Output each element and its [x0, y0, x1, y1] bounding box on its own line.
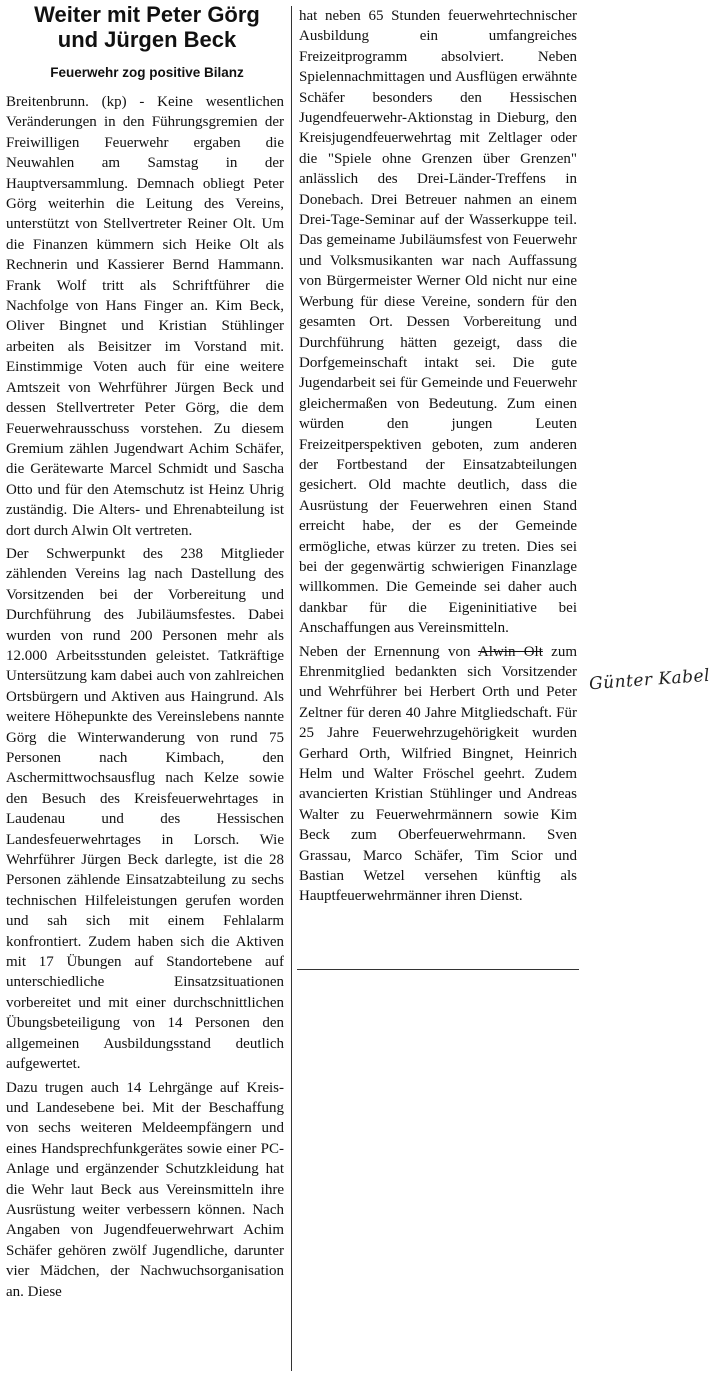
article-column-1 [6, 92, 284, 1302]
column-divider [291, 6, 292, 1371]
handwritten-correction: Günter Kabel [588, 665, 711, 695]
struck-name: Alwin Olt [477, 643, 543, 660]
text-before-strike: Neben der Ernennung von [299, 643, 478, 660]
headline-line-1: Weiter mit Peter Görg [34, 2, 260, 27]
paragraph: Breitenbrunn. (kp) - Keine wesentlichen Veränderungen in den Führungsgremien der Freiwilligen Feuerwehr ergaben die Neuwahlen am Samstag in der Hauptversammlung. Demnach obliegt Peter Görg weiterhin die Leitung des Vereins, unterstützt von Stellvertreter Reiner Olt. Um die Finanzen kümmern sich Heike Olt als Rechnerin und Kassierer Bernd Hammann. Frank Wolf tritt als Schriftführer die Nachfolge von Hans Finger an. Kim Beck, Oliver Bingnet und Kristian Stühlinger arbeiten als Beisitzer im Vorstand mit. Einstimmige Voten auch für eine weitere Amtszeit von Wehrführer Jürgen Beck und dessen Stellvertreter Peter Görg, die dem Feuerwehrausschuss vorstehen. Zu diesem Gremium zählen Jugendwart Achim Schäfer, die Gerätewarte Marcel Schmidt und Sascha Otto und für den Atemschutz ist Heinz Uhrig zuständig. Die Alters- und Ehrenabteilung ist dort durch Alwin Olt vertreten. [6, 94, 284, 539]
paragraph-honors [299, 642, 577, 907]
headline-line-2: und Jürgen Beck [57, 27, 237, 52]
article-column-2 [299, 6, 577, 907]
paragraph: Dazu trugen auch 14 Lehrgänge auf Kreis- und Landesebene bei. Mit der Beschaffung von sechs weiteren Meldeempfängern und eines Handsprechfunkgerätes sowie einer PC-Anlage und ergänzender Schutzkleidung hat die Wehr laut Beck aus Vereinsmitteln ihre Ausrüstung weiter verbessern können. Nach Angaben von Jugendfeuerwehrwart Achim Schäfer gehören zwölf Jugendliche, darunter vier Mädchen, der Nachwuchsorganisation an. Diese [6, 1079, 284, 1300]
text-after-strike: zum Ehrenmitglied bedankten sich Vorsitzender und Wehrführer bei Herbert Orth und Peter Zeltner für deren 40 Jahre Mitgliedschaft. Für 25 Jahre Feuerwehrzugehörigkeit wurden Gerhard Orth, Wilfried Bingnet, Heinrich Helm und Walter Fröschel geehrt. Zudem avancierten Kristian Stühlinger und Andreas Walter zu Feuerwehrmännern sowie Kim Beck zum Oberfeuerwehrmann. Sven Grassau, Marco Schäfer, Tim Scior und Bastian Wetzel versehen künftig als Hauptfeuerwehrmänner ihren Dienst. [299, 643, 577, 905]
paragraph: hat neben 65 Stunden feuerwehrtechnischer Ausbildung ein umfangreiches Freizeitprogramm absolviert. Neben Spielennachmittagen und Ausflügen erwähnte Schäfer besonders den Hessischen Jugendfeuerwehr-Aktionstag in Dieburg, den Kreisjugendfeuerwehrtag mit Zeltlager oder die "Spiele ohne Grenzen über Grenzen" anlässlich des Drei-Länder-Treffens in Donebach. Drei Betreuer nahmen an einem Drei-Tage-Seminar auf der Wasserkuppe teil. Das gemeiname Jubiläumsfest von Feuerwehr und Volksmusikanten war nach Auffassung von Bürgermeister Werner Old nicht nur eine Werbung für diese Vereine, sondern für den gesamten Ort. Dessen Vorbereitung und Durchführung hätten gezeigt, dass die Dorfgemeinschaft intakt sei. Die gute Jugendarbeit sei für Gemeinde und Feuerwehr gleichermaßen von Bedeutung. Zum einen würden den jungen Leuten Freizeitperspektiven geboten, zum anderen der Fortbestand der Einsatzabteilungen gesichert. Old machte deutlich, dass die Ausrüstung der Feuerwehren einen Stand erreicht habe, der es der Gemeinde ermögliche, etwas kürzer zu treten. Dies sei bei der gegenwärtig schwierigen Finanzlage willkommen. Die Gemeinde sei daher auch dankbar für die Eigeninitiative bei Anschaffungen aus Vereinsmitteln. [299, 8, 577, 637]
paragraph: Der Schwerpunkt des 238 Mitglieder zählenden Vereins lag nach Dastellung des Vorsitzenden bei der Vorbereitung und Durchführung des Jubiläumsfestes. Dabei wurden von rund 200 Personen mehr als 12.000 Arbeitsstunden geleistet. Tatkräftige Untersützung kam dabei auch von zahlreichen Ortsbürgern und Aktiven aus Haingrund. Als weitere Höhepunkte des Vereinslebens nannte Görg die Winterwanderung von rund 75 Personen nach Kimbach, den Aschermittwochsausflug nach Kelze sowie den Besuch des Kreisfeuerwehrtages in Laudenau und des Hessischen Landesfeuerwehrtages in Lorsch. Wie Wehrführer Jürgen Beck darlegte, ist die 28 Personen zählende Einsatzabteilung zu sechs technischen Hilfeleistungen gerufen worden und sah sich mit einem Fehlalarm konfrontiert. Zudem haben sich die Aktiven mit 17 Übungen auf Standortebene auf unterschiedliche Einsatzsituationen vorbereitet und mit einer durchschnittlichen Übungsbeteiligung von 14 Personen den allgemeinen Ausbildungsstand deutlich aufgewertet. [6, 545, 284, 1073]
headline [4, 2, 290, 52]
article-end-rule [297, 969, 579, 970]
subheadline: Feuerwehr zog positive Bilanz [50, 65, 244, 80]
